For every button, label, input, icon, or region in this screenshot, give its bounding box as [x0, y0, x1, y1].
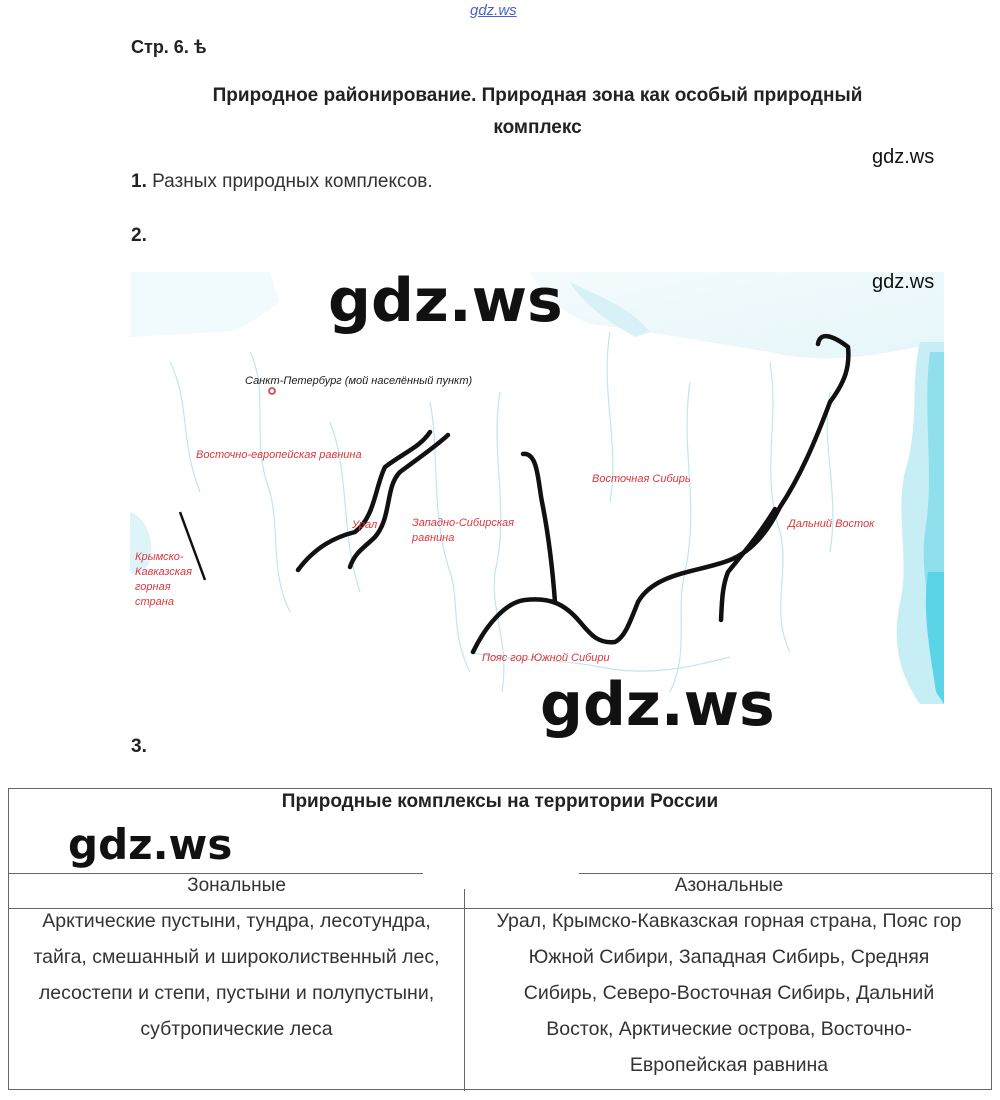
question-3 — [131, 736, 147, 758]
question-1-number: 1. — [131, 171, 147, 192]
label-ural: Урал — [352, 519, 378, 531]
column-header-zonal: Зональные — [187, 875, 286, 896]
city-label: Санкт-Петербург (мой населённый пункт) — [245, 375, 473, 387]
page-reference: Стр. 6. ѣ — [131, 37, 207, 57]
watermark-big-2: gdz.ws — [540, 670, 775, 740]
zonal-cell — [9, 903, 464, 1047]
label-crimea-4: страна — [135, 596, 174, 608]
question-2-number: 2. — [131, 225, 147, 246]
page-title — [130, 80, 945, 144]
label-crimea-1: Крымско- — [135, 551, 184, 563]
table-divider-right — [579, 873, 993, 874]
zonal-line: Арктические пустыни, тундра, лесотундра, — [42, 910, 431, 932]
azonal-cell — [465, 903, 993, 1083]
label-east-siberia: Восточная Сибирь — [592, 473, 691, 485]
question-1-answer: Разных природных комплексов. — [152, 171, 433, 192]
watermark-big-1: gdz.ws — [328, 266, 563, 336]
zonal-line: субтропические леса — [140, 1018, 333, 1040]
column-header-azonal: Азональные — [674, 875, 784, 896]
label-crimea-2: Кавказская — [135, 566, 192, 578]
title-line-1: Природное районирование. Природная зона как особый природный — [212, 85, 863, 106]
azonal-line: Европейская равнина — [629, 1054, 829, 1076]
label-far-east: Дальний Восток — [788, 518, 875, 530]
azonal-line: Урал, Крымско-Кавказская горная страна, Пояс гор — [496, 910, 962, 932]
top-watermark: gdz.ws — [470, 2, 517, 19]
watermark-small-2: gdz.ws — [872, 271, 935, 293]
table-title: Природные комплексы на территории России — [281, 791, 719, 812]
label-west-siberian-2: равнина — [412, 532, 455, 544]
zonal-line: тайга, смешанный и широколиственный лес, — [33, 946, 440, 968]
zonal-line: лесостепи и степи, пустыни и полупустыни, — [38, 982, 435, 1004]
azonal-line: Южной Сибири, Западная Сибирь, Средняя — [528, 946, 930, 968]
label-east-european-plain: Восточно-европейская равнина — [196, 449, 362, 461]
russia-map — [130, 272, 944, 704]
label-south-siberia: Пояс гор Южной Сибири — [482, 652, 610, 664]
question-2 — [131, 225, 147, 247]
question-3-number: 3. — [131, 736, 147, 757]
azonal-line: Сибирь, Северо-Восточная Сибирь, Дальний — [523, 982, 935, 1004]
watermark-big-3: gdz.ws — [68, 820, 233, 869]
title-line-2: комплекс — [493, 117, 582, 138]
question-1 — [131, 171, 433, 193]
table-divider-left — [9, 873, 423, 874]
label-west-siberian-1: Западно-Сибирская — [412, 517, 515, 529]
azonal-line: Восток, Арктические острова, Восточно- — [546, 1018, 912, 1040]
watermark-small-1: gdz.ws — [872, 146, 935, 168]
label-crimea-3: горная — [135, 581, 171, 593]
